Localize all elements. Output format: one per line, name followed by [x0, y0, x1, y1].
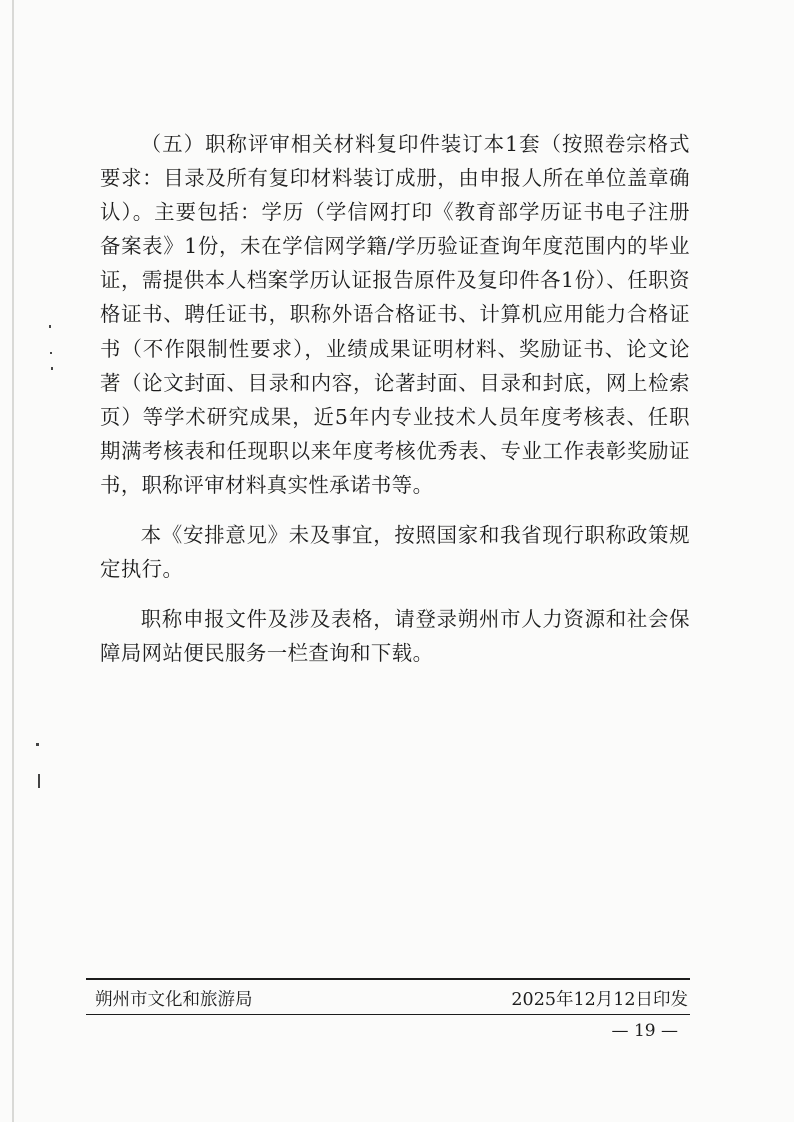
issuing-agency: 朔州市文化和旅游局	[95, 990, 253, 1010]
footer-bottom-rule	[86, 1014, 690, 1015]
body-text	[100, 127, 690, 670]
paragraph-unaddressed-matters: 本《安排意见》未及事宜，按照国家和我省现行职称政策规定执行。	[100, 523, 690, 582]
scan-speck	[36, 743, 39, 746]
scan-speck	[49, 325, 51, 328]
paragraph-materials: （五）职称评审相关材料复印件装订本1套（按照卷宗格式要求：目录及所有复印材料装订成册，由申报人所在单位盖章确认）。主要包括：学历（学信网打印《教育部学历证书电子注册备案表》1份，未在学信网学籍/学历验证查询年度范围内的毕业证，需提供本人档案学历认证报告原件及复印件各1份）、任职资格证书、聘任证书，职称外语合格证书、计算机应用能力合格证书（不作限制性要求），业绩成果证明材料、奖励证书、论文论著（论文封面、目录和内容，论著封面、目录和封底，网上检索页）等学术研究成果，近5年内专业技术人员年度考核表、任职期满考核表和任现职以来年度考核优秀表、专业工作表彰奖励证书，职称评审材料真实性承诺书等。	[100, 132, 690, 497]
scan-speck	[38, 774, 40, 788]
scan-speck	[50, 352, 52, 354]
scan-binding-edge	[12, 0, 14, 1122]
page-number: — 19 —	[611, 1021, 678, 1041]
footer-top-rule	[86, 978, 690, 980]
issue-date: 2025年12月12日印发	[511, 990, 688, 1010]
paragraph-download-info: 职称申报文件及涉及表格，请登录朔州市人力资源和社会保障局网站便民服务一栏查询和下载。	[100, 607, 690, 666]
scan-speck	[51, 367, 53, 370]
